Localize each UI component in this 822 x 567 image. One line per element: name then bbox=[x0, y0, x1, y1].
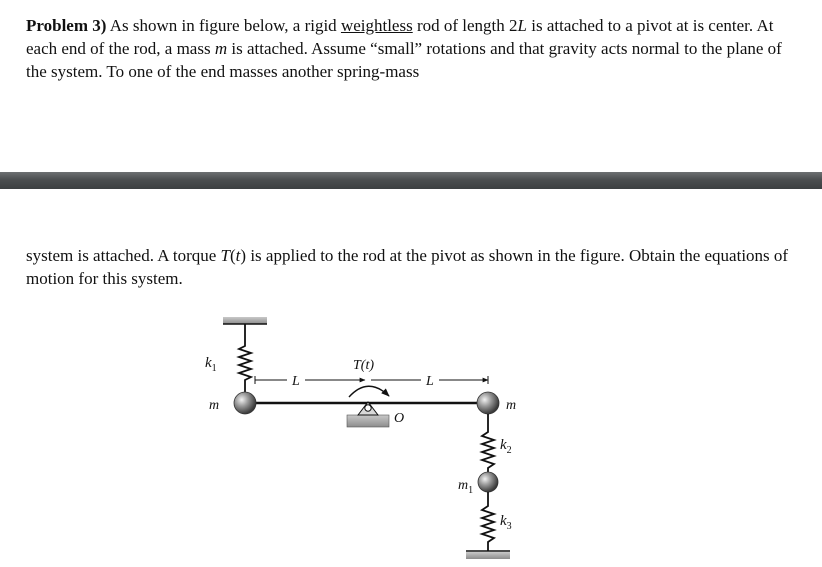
torque-arrow bbox=[349, 386, 389, 397]
math-symbol-L: L bbox=[517, 16, 528, 35]
problem-heading: Problem 3) bbox=[26, 16, 107, 35]
text-run: ( bbox=[230, 246, 236, 265]
dimension-left bbox=[255, 376, 365, 384]
left-mass bbox=[234, 392, 256, 414]
spring-k1 bbox=[239, 324, 251, 394]
page-separator-bar bbox=[0, 172, 822, 189]
underlined-word: weightless bbox=[340, 16, 413, 35]
mass-m1 bbox=[478, 472, 498, 492]
text-run: is attached to a pivot at is center. At each end of the rod, a mass bbox=[26, 16, 774, 58]
top-wall-support bbox=[223, 317, 267, 324]
text-run: system is attached. A torque bbox=[26, 246, 221, 265]
spring-k2 bbox=[482, 414, 494, 472]
label-m-left: m bbox=[209, 398, 220, 413]
problem-statement-part-2 bbox=[26, 244, 806, 290]
label-m-right: m bbox=[506, 398, 517, 413]
label-pivot-O: O bbox=[394, 411, 405, 426]
label-torque: T(t) bbox=[353, 358, 374, 373]
label-L-left: L bbox=[292, 374, 300, 389]
problem-statement-part-1 bbox=[26, 14, 806, 83]
spring-k3 bbox=[482, 492, 494, 551]
label-k2: $k_2$ bbox=[500, 437, 512, 456]
label-L-right: L bbox=[426, 374, 434, 389]
label-k3: $k_3$ bbox=[500, 513, 512, 532]
label-m1: $m_1$ bbox=[458, 478, 474, 496]
text-run: As shown in figure below, a rigid bbox=[106, 16, 341, 35]
text-run: is attached. Assume “small” rotations and that gravity acts normal to the plane of the system. To one of the end masses another spring-mass bbox=[26, 39, 782, 81]
math-symbol-t: t bbox=[235, 246, 241, 265]
text-run: rod of length 2 bbox=[412, 16, 518, 35]
bottom-wall-support bbox=[466, 552, 510, 559]
right-mass bbox=[477, 392, 499, 414]
pivot-support bbox=[347, 402, 389, 427]
label-k1: $k_1$ bbox=[205, 355, 217, 374]
text-run: ) is applied to the rod at the pivot as shown in the figure. Obtain the equations of motion for this system. bbox=[26, 246, 789, 288]
math-symbol-m: m bbox=[214, 39, 228, 58]
math-symbol-T: T bbox=[220, 246, 230, 265]
spring-mass-figure bbox=[195, 312, 525, 567]
